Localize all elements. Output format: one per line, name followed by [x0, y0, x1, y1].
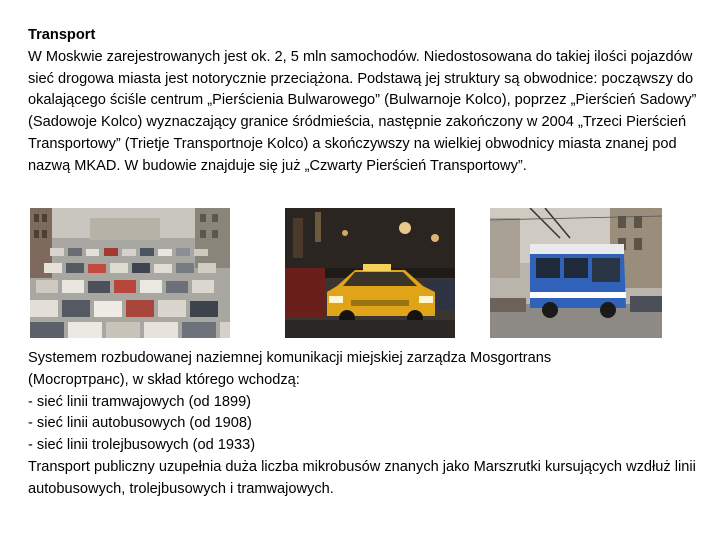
- page-title: Transport: [28, 27, 96, 43]
- list-item-trolleybus: - sieć linii trolejbusowych (od 1933): [28, 437, 256, 454]
- bottom-line-1: Systemem rozbudowanej naziemnej komunikacji miejskiej zarządza Mosgortrans: [28, 350, 552, 366]
- list-item-bus: - sieć linii autobusowych (od 1908): [28, 415, 252, 432]
- list-item-tram: - sieć linii tramwajowych (od 1899): [28, 393, 252, 410]
- taxi-photo: [285, 208, 455, 338]
- bottom-section: [28, 348, 708, 501]
- bottom-final-paragraph: Transport publiczny uzupełnia duża liczba mikrobusów znanych jako Marszrutki kursujących wzdłuż linii autobusowych, trolejbusowych i tramwajowych.: [28, 458, 696, 497]
- traffic-jam-photo: [30, 208, 230, 338]
- bottom-line-2: (Мосгортранс), w skład którego wchodzą:: [28, 371, 300, 388]
- intro-paragraph: W Moskwie zarejestrowanych jest ok. 2, 5 mln samochodów. Niedostosowana do takiej ilości pojazdów sieć drogowa miasta jest notorycznie przeciążona. Podstawą jej struktury są obwodnice: począwszy do okalającego ściśle centrum „Pierścienia Bulwarowego” (Bulwarnoje Kolco), poprzez „Pierścień Sadowy” (Sadowoje Kolco) wyznaczający granice śródmieścia, następnie zakończony w 2004 „Trzeci Pierścień Transportowy” (Trietje Transportnoje Kolco) a skończywszy na wielkiej obwodnicy miasta znanej pod nazwą MKAD. W budowie znajduje się już „Czwarty Pierścień Transportowy”.: [28, 48, 697, 174]
- intro-section: [28, 25, 703, 178]
- photo-strip: [0, 208, 720, 338]
- trolleybus-photo: [490, 208, 662, 338]
